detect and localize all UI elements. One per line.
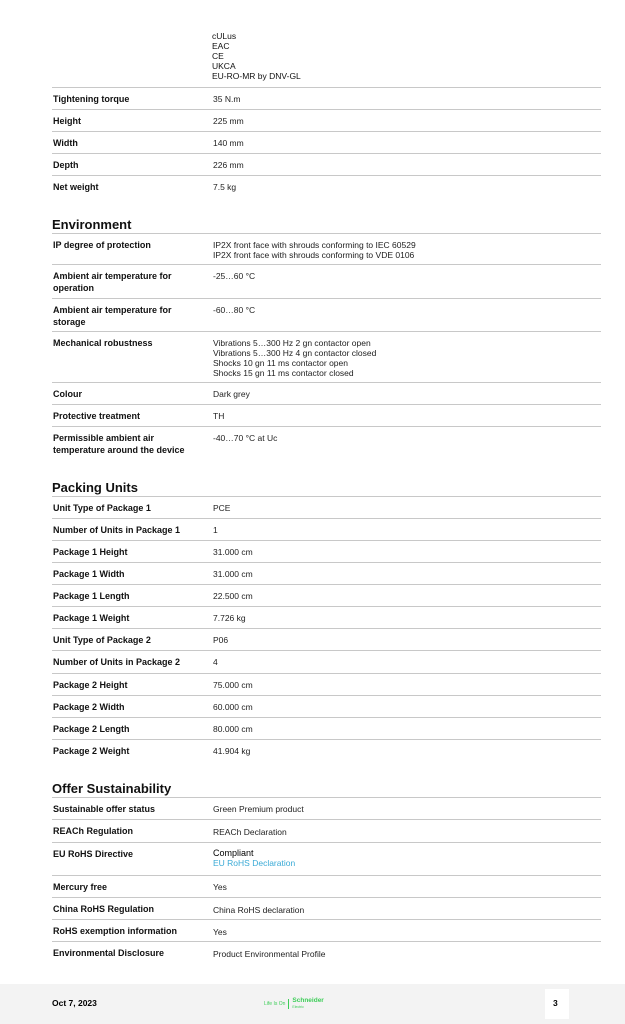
spec-label: EU RoHS Directive — [53, 849, 134, 859]
spec-label: Number of Units in Package 1 — [53, 525, 181, 535]
spec-label: Ambient air temperature for storage — [53, 305, 172, 327]
spec-value: Yes — [213, 882, 227, 892]
cert-item: CE — [212, 51, 224, 61]
spec-row — [52, 819, 601, 843]
spec-value: PCE — [213, 503, 231, 513]
china-rohs-declaration-link[interactable]: China RoHS declaration — [213, 905, 305, 915]
spec-row — [52, 233, 601, 265]
spec-label: RoHS exemption information — [53, 926, 178, 936]
section-title-offer-sustainability: Offer Sustainability — [52, 781, 172, 796]
spec-label: Package 2 Weight — [53, 746, 130, 756]
spec-row — [52, 426, 601, 463]
cert-item: EU-RO-MR by DNV-GL — [212, 71, 301, 81]
spec-value: -40…70 °C at Uc — [213, 433, 278, 443]
spec-row — [52, 739, 601, 762]
spec-label: Package 1 Weight — [53, 613, 130, 623]
spec-label: Depth — [53, 160, 79, 170]
spec-row — [52, 540, 601, 563]
spec-row — [52, 264, 601, 299]
spec-label: Unit Type of Package 2 — [53, 635, 151, 645]
spec-row — [52, 628, 601, 651]
spec-value — [213, 848, 295, 868]
spec-label: China RoHS Regulation — [53, 904, 154, 914]
spec-row — [52, 842, 601, 876]
spec-label: Permissible ambient air temperature around the device — [53, 433, 185, 455]
spec-label: Package 2 Height — [53, 680, 128, 690]
spec-value: Dark grey — [213, 389, 250, 399]
spec-value: -25…60 °C — [213, 271, 256, 281]
section-title-packing-units: Packing Units — [52, 480, 138, 495]
reach-declaration-link[interactable]: REACh Declaration — [213, 827, 287, 837]
spec-row — [52, 87, 601, 110]
section-title-environment: Environment — [52, 217, 132, 232]
spec-value: 7.5 kg — [213, 182, 237, 192]
spec-value: 225 mm — [213, 116, 244, 126]
cert-item: cULus — [212, 31, 237, 41]
spec-label: Mercury free — [53, 882, 108, 892]
certifications-list — [212, 31, 301, 81]
spec-value: 4 — [213, 657, 218, 667]
spec-row — [52, 606, 601, 629]
spec-row — [52, 175, 601, 198]
spec-value: IP2X front face with shrouds conforming to IEC 60529 IP2X front face with shrouds conforming to VDE 0106 — [213, 240, 416, 260]
rohs-exemption-link[interactable]: Yes — [213, 927, 227, 937]
spec-label: REACh Regulation — [53, 826, 133, 836]
spec-row — [52, 584, 601, 607]
spec-row — [52, 404, 601, 427]
spec-label: IP degree of protection — [53, 240, 151, 250]
spec-label: Environmental Disclosure — [53, 948, 165, 958]
spec-row — [52, 695, 601, 718]
spec-row — [52, 562, 601, 585]
spec-value: Green Premium product — [213, 804, 304, 814]
spec-value: Vibrations 5…300 Hz 2 gn contactor open Vibrations 5…300 Hz 4 gn contactor closed Shocks 10 gn 11 ms contactor open Shocks 15 gn 11 ms contactor closed — [213, 338, 377, 378]
spec-label: Package 1 Height — [53, 547, 128, 557]
spec-row — [52, 897, 601, 920]
spec-label: Sustainable offer status — [53, 804, 156, 814]
spec-value: -60…80 °C — [213, 305, 256, 315]
spec-value: 7.726 kg — [213, 613, 246, 623]
spec-row — [52, 496, 601, 519]
spec-row — [52, 919, 601, 942]
logo-brand: Schneider Electric — [292, 997, 324, 1009]
spec-value: 226 mm — [213, 160, 244, 170]
spec-label: Net weight — [53, 182, 99, 192]
cert-item: EAC — [212, 41, 230, 51]
spec-label: Width — [53, 138, 78, 148]
spec-row — [52, 650, 601, 674]
spec-row — [52, 518, 601, 541]
spec-row — [52, 109, 601, 132]
spec-label: Tightening torque — [53, 94, 130, 104]
spec-label: Colour — [53, 389, 82, 399]
cert-item: UKCA — [212, 61, 236, 71]
spec-row — [52, 153, 601, 176]
spec-label: Ambient air temperature for operation — [53, 271, 172, 293]
spec-row — [52, 875, 601, 898]
spec-label: Number of Units in Package 2 — [53, 657, 181, 667]
spec-label: Protective treatment — [53, 411, 141, 421]
logo-tagline: Life Is On — [264, 1001, 286, 1007]
spec-row — [52, 941, 601, 964]
spec-value: 75.000 cm — [213, 680, 253, 690]
spec-value: TH — [213, 411, 225, 421]
spec-label: Package 2 Width — [53, 702, 125, 712]
spec-label: Height — [53, 116, 81, 126]
spec-row — [52, 673, 601, 696]
spec-label: Package 2 Length — [53, 724, 130, 734]
spec-value: P06 — [213, 635, 229, 645]
page-number: 3 — [553, 998, 558, 1008]
spec-value: 80.000 cm — [213, 724, 253, 734]
footer-date: Oct 7, 2023 — [52, 998, 97, 1008]
spec-row — [52, 797, 601, 820]
spec-value: 41.904 kg — [213, 746, 251, 756]
rohs-status: Compliant — [213, 848, 254, 858]
spec-row — [52, 717, 601, 740]
spec-row — [52, 331, 601, 383]
spec-label: Mechanical robustness — [53, 338, 153, 348]
spec-row — [52, 382, 601, 405]
eu-rohs-declaration-link[interactable]: EU RoHS Declaration — [213, 858, 296, 868]
spec-label: Package 1 Width — [53, 569, 125, 579]
page-footer — [0, 984, 625, 1024]
spec-value: 31.000 cm — [213, 547, 253, 557]
logo-divider — [288, 999, 289, 1009]
environmental-profile-link[interactable]: Product Environmental Profile — [213, 949, 326, 959]
spec-value: 31.000 cm — [213, 569, 253, 579]
spec-value: 140 mm — [213, 138, 244, 148]
schneider-electric-logo — [264, 997, 324, 1011]
spec-row — [52, 298, 601, 332]
spec-value: 60.000 cm — [213, 702, 253, 712]
spec-value: 35 N.m — [213, 94, 241, 104]
spec-value: 1 — [213, 525, 218, 535]
spec-value: 22.500 cm — [213, 591, 253, 601]
spec-row — [52, 131, 601, 154]
spec-label: Package 1 Length — [53, 591, 130, 601]
spec-label: Unit Type of Package 1 — [53, 503, 151, 513]
